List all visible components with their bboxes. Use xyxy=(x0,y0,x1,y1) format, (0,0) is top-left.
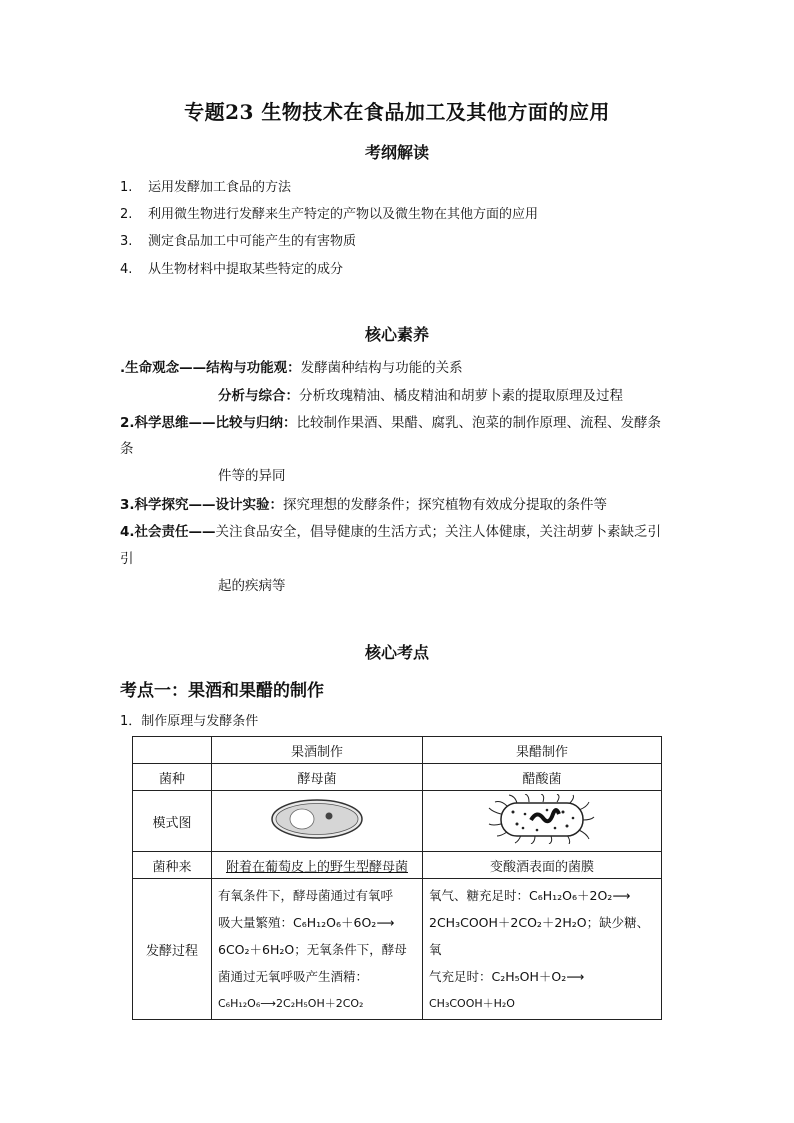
table-header-wine: 果酒制作 xyxy=(212,737,423,764)
row-label: 发酵过程 xyxy=(133,879,212,1020)
table-cell xyxy=(133,737,212,764)
table-row xyxy=(133,764,662,791)
literacy-paragraph-4: 4.社会责任——关注食品安全，倡导健康的生活方式；关注人体健康，关注胡萝卜素缺乏引 xyxy=(120,524,662,540)
section-heading-outline: 考纲解读 xyxy=(364,143,429,162)
table-cell: 醋酸菌 xyxy=(423,764,662,791)
table-row xyxy=(133,791,662,852)
acetic-bacterium-icon xyxy=(487,794,597,844)
table-cell: 附着在葡萄皮上的野生型酵母菌 xyxy=(212,852,423,879)
page-title: 专题23 生物技术在食品加工及其他方面的应用 xyxy=(184,100,610,124)
row-label: 菌种 xyxy=(133,764,212,791)
yeast-cell-icon xyxy=(267,796,367,842)
literacy-paragraph-2: 2.科学思维——比较与归纳：比较制作果酒、果醋、腐乳、泡菜的制作原理、流程、发酵条 xyxy=(120,415,662,431)
section-heading-core-points: 核心考点 xyxy=(364,643,429,662)
table-cell: 酵母菌 xyxy=(212,764,423,791)
table-cell-wine-process: 有氧条件下，酵母菌通过有氧呼 吸大量繁殖：C₆H₁₂O₆＋6O₂⟶ 6CO₂＋6H₂O；无氧条件下，酵母 菌通过无氧呼吸产生酒精： C₆H₁₂O₆⟶2C₂H₅OH＋2CO₂ xyxy=(212,879,423,1020)
table-row xyxy=(133,879,662,1020)
table-row xyxy=(133,737,662,764)
list-item: 3. 测定食品加工中可能产生的有害物质 xyxy=(120,234,357,249)
table-cell xyxy=(212,791,423,852)
comparison-table xyxy=(132,736,662,1020)
core-point-title: 考点一：果酒和果醋的制作 xyxy=(120,681,324,701)
list-item: 2. 利用微生物进行发酵来生产特定的产物以及微生物在其他方面的应用 xyxy=(120,207,539,222)
table-cell: 变酸酒表面的菌膜 xyxy=(423,852,662,879)
list-item: 4. 从生物材料中提取某些特定的成分 xyxy=(120,262,344,277)
table-cell-vinegar-process: 氧气、糖充足时：C₆H₁₂O₆＋2O₂⟶ 2CH₃COOH＋2CO₂＋2H₂O；缺少糖、氧 气充足时：C₂H₅OH＋O₂⟶ CH₃COOH＋H₂O xyxy=(423,879,662,1020)
literacy-paragraph-4-cont: 起的疾病等 xyxy=(218,578,286,594)
table-cell xyxy=(423,791,662,852)
literacy-paragraph-1b: 分析与综合：分析玫瑰精油、橘皮精油和胡萝卜素的提取原理及过程 xyxy=(218,388,623,404)
section-heading-literacy: 核心素养 xyxy=(364,325,429,344)
literacy-paragraph-4-wrap: 引 xyxy=(120,551,134,567)
literacy-paragraph-3: 3.科学探究——设计实验：探究理想的发酵条件；探究植物有效成分提取的条件等 xyxy=(120,497,608,513)
literacy-paragraph-1: .生命观念——结构与功能观：发酵菌种结构与功能的关系 xyxy=(120,360,463,376)
table-header-vinegar: 果醋制作 xyxy=(423,737,662,764)
literacy-paragraph-2-wrap: 条 xyxy=(120,441,134,457)
table-row xyxy=(133,852,662,879)
list-item: 1. 运用发酵加工食品的方法 xyxy=(120,180,292,195)
subsection-title: 1．制作原理与发酵条件 xyxy=(120,714,259,729)
row-label: 菌种来 xyxy=(133,852,212,879)
literacy-paragraph-2-cont: 件等的异同 xyxy=(218,468,286,484)
row-label: 模式图 xyxy=(133,791,212,852)
